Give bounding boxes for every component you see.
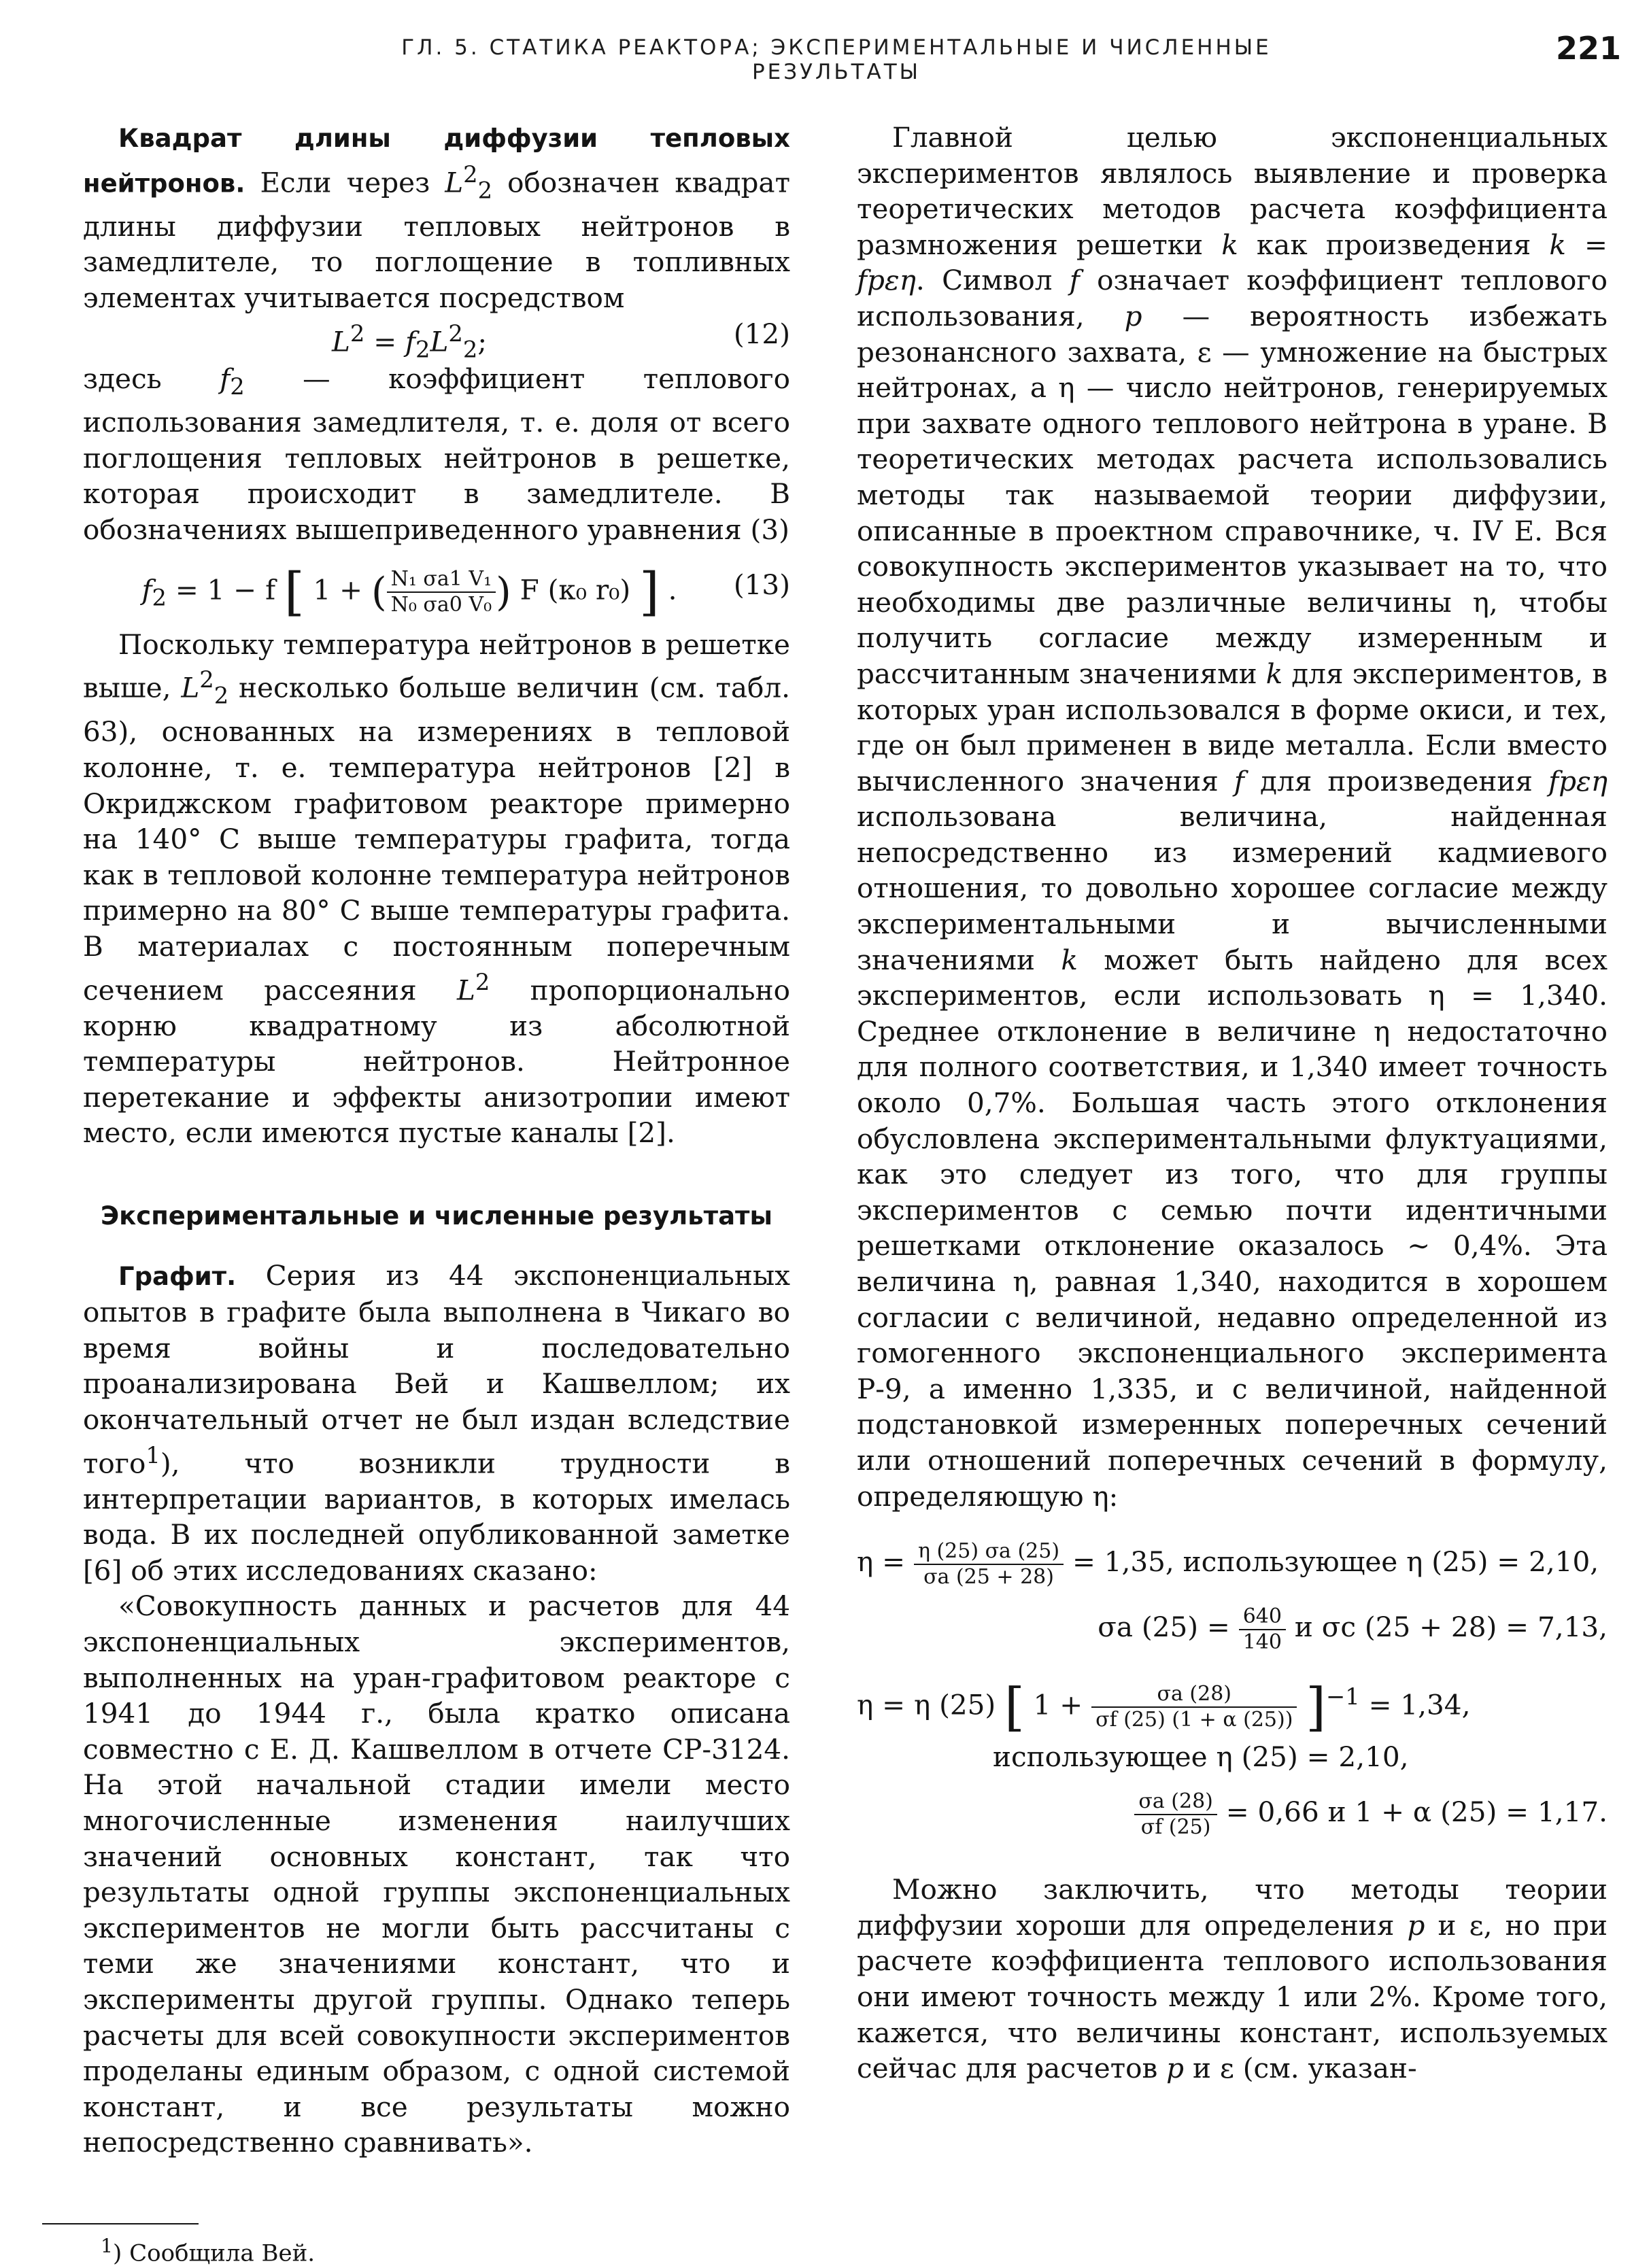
- formula-ratio: [857, 1779, 1608, 1844]
- text-run: Серия из 44 экспоненциальных опытов в графите была выполнена в Чикаго во время войны и последовательно проанализирована Вей и Кашвеллом; их окончательный отчет не был издан вследствие того: [83, 1258, 790, 1480]
- text-run: = 1 − f: [166, 573, 284, 606]
- subscript: 2: [152, 584, 167, 611]
- text-run: . Символ: [915, 264, 1070, 297]
- denominator: σa (25 + 28): [923, 1564, 1054, 1589]
- denominator: N₀ σa0 V₀: [390, 592, 492, 617]
- fraction: [1134, 1789, 1217, 1840]
- quote-paragraph: «Совокупность данных и расчетов для 44 экспоненциальных экспериментов, выполненных на уран-графитовом реакторе с 1941 до 1944 г., была кратко описана совместно с Е. Д. Кашвеллом в отчете СР-3124. На этой начальной стадии имели место многочисленные изменения наилучших значений основных констант, так что результаты одной группы экспоненциальных экспериментов не могли быть рассчитаны с теми же значениями констант, что и эксперименты другой группы. Однако теперь расчеты для всей совокупности экспериментов проделаны единым образом, с одной системой констант, и все результаты можно непосредственно сравнивать».: [83, 1590, 790, 2159]
- subscript: 2: [230, 373, 245, 400]
- symbol: k: [1221, 228, 1238, 261]
- footnote-mark: 1: [101, 2234, 114, 2257]
- text-run: Можно заключить, что методы теории диффузии хороши для определения: [857, 1873, 1608, 1942]
- formula-sigma: [857, 1594, 1608, 1660]
- paragraph-conclusion: [857, 1872, 1608, 2086]
- formula-inline: fpεη: [1548, 764, 1608, 797]
- text-run: может быть найдено для всех экспериментов, если использовать η = 1,340. Среднее отклонение в величине η недостаточно для полного соответствия, и 1,340 имеет точность около 0,7%. Большая часть этого отклонения обусловлена экспериментальными флуктуациями, как это следует из того, что для группы экспериментов с семью почти идентичными решетками отклонение оказалось ∼ 0,4%. Эта величина η, равная 1,340, находится в хорошем согласии с величиной, недавно определенной из гомогенного экспоненциального эксперимента Р-9, а именно 1,335, и с величиной, найденной подстановкой измеренных поперечных сечений или отношений поперечных сечений в формулу, определяющую η:: [857, 943, 1608, 1513]
- fraction: [914, 1539, 1064, 1590]
- text-run: ), что возникли трудности в интерпретации вариантов, в которых имелась вода. В их последней опубликованной заметке [6] об этих исследованиях сказано:: [83, 1447, 790, 1587]
- paragraph-exponential-goal: [857, 120, 1608, 1514]
- formula-block: [857, 1529, 1608, 1844]
- bracket-close: ]: [1306, 1677, 1326, 1738]
- symbol: k: [1265, 657, 1283, 690]
- text-run: означает коэффициент теплового использования,: [857, 264, 1608, 332]
- text-run: = 1,34,: [1359, 1688, 1471, 1721]
- formula-eta-alpha: [857, 1660, 1608, 1738]
- formula-using: использующее η (25) = 2,10,: [993, 1740, 1409, 1774]
- equation-number: (13): [733, 568, 790, 601]
- denominator: σf (25) (1 + α (25)): [1095, 1708, 1293, 1732]
- symbol: L: [331, 325, 350, 358]
- text-run: = 0,66 и 1 + α (25) = 1,17.: [1217, 1796, 1608, 1829]
- subscript: 2: [477, 177, 493, 204]
- text-run: .: [659, 573, 677, 606]
- equation-13: [83, 548, 790, 627]
- superscript: 2: [448, 320, 463, 347]
- symbol: p: [1124, 299, 1142, 332]
- text-run: использована величина, найденная непосредственно из измерений кадмиевого отношения, то довольно хорошее согласие между экспериментальными и вычисленными значениями: [857, 800, 1608, 976]
- fraction: [387, 567, 496, 617]
- text-run: σa (25) =: [1098, 1611, 1239, 1644]
- paragraph-f2-definition: [83, 361, 790, 548]
- formula-eta: [857, 1529, 1608, 1594]
- denominator: σf (25): [1140, 1815, 1211, 1839]
- text-run: для экспериментов, в которых уран использовался в форме окиси, и тех, где он был применен в виде металла. Если вместо вычисленного значения: [857, 657, 1608, 797]
- paragraph-heading: Квадрат длины диффузии тепловых нейтронов.: [83, 124, 790, 199]
- symbol: f: [1234, 764, 1244, 797]
- footnote-ref: 1: [146, 1441, 160, 1468]
- text-run: 1 +: [1033, 1688, 1092, 1721]
- text-run: =: [364, 325, 406, 358]
- text-run: ;: [477, 325, 488, 358]
- symbol: L: [430, 325, 449, 358]
- text-run: и σc (25 + 28) = 7,13,: [1285, 1611, 1608, 1644]
- running-header: ГЛ. 5. СТАТИКА РЕАКТОРА; ЭКСПЕРИМЕНТАЛЬНЫЕ И ЧИСЛЕННЫЕ РЕЗУЛЬТАТЫ: [401, 35, 1272, 84]
- text-run: — вероятность избежать резонансного захвата, ε — умножение на быстрых нейтронах, а η — число нейтронов, генерируемых при захвате одного теплового нейтрона в уране. В теоретических методах расчета использовались методы так называемой теории диффузии, описанные в проектном справочнике, ч. IV E. Вся совокупность экспериментов указывает на то, что необходимы две различные величины η, чтобы получить согласие между измеренным и рассчитанным значениями: [857, 299, 1608, 690]
- numerator: 640: [1239, 1604, 1286, 1630]
- symbol: p: [1407, 1908, 1425, 1942]
- text-run: здесь: [83, 362, 220, 395]
- bracket-close: ]: [639, 561, 660, 622]
- paren-close: ): [496, 568, 511, 615]
- equation-body: [83, 561, 736, 622]
- bracket-open: [: [284, 561, 305, 622]
- text-run: пропорционально корню квадратному из абсолютной температуры нейтронов. Нейтронное перетекание и эффекты анизотропии имеют место, если имеются пустые каналы [2].: [83, 974, 790, 1150]
- subscript: 2: [415, 336, 430, 363]
- text-run: Поскольку температура нейтронов в решетке выше,: [83, 628, 790, 704]
- left-column: [83, 120, 790, 2268]
- equation-number: (12): [733, 317, 790, 350]
- subscript: 2: [214, 682, 229, 709]
- text-run: η =: [857, 1545, 914, 1579]
- text-run: несколько больше величин (см. табл. 63), основанных на измерениях в тепловой колонне, т. е. температура нейтронов [2] в Окриджском графитовом реакторе примерно на 140° С выше температуры графита, тогда как в тепловой колонне температура нейтронов примерно на 80° С выше температуры графита. В материалах с постоянным поперечным сечением рассеяния: [83, 671, 790, 1007]
- numerator: σa (28): [1134, 1789, 1217, 1815]
- text-run: для произведения: [1244, 764, 1549, 797]
- text-run: обозначен квадрат длины диффузии тепловых нейтронов в замедлителе, то поглощение в топливных элементах учитывается посредством: [83, 166, 790, 314]
- text-run: и ε, но при расчете коэффициента теплового использования они имеют точность между 1 или 2%. Кроме того, кажется, что величины констант, используемых сейчас для расчетов: [857, 1908, 1608, 2085]
- numerator: N₁ σa1 V₁: [387, 567, 496, 593]
- fraction: [1091, 1682, 1297, 1732]
- symbol: L: [181, 671, 200, 704]
- subscript: 2: [462, 336, 478, 363]
- right-column: [857, 120, 1608, 2086]
- denominator: 140: [1242, 1630, 1282, 1654]
- paragraph-heading: Графит.: [118, 1261, 237, 1291]
- text-run: η = η (25): [857, 1688, 1005, 1721]
- equation-body: [83, 316, 736, 368]
- fraction: [1239, 1604, 1286, 1655]
- paren-open: (: [371, 568, 387, 615]
- paragraph-diffusion-length: [83, 120, 790, 316]
- superscript: 2: [199, 666, 214, 693]
- symbol: f: [141, 573, 152, 606]
- symbol: p: [1166, 2052, 1185, 2085]
- text-run: и ε (см. указан-: [1184, 2052, 1417, 2085]
- superscript: −1: [1325, 1683, 1360, 1711]
- footnote-rule: [42, 2223, 199, 2224]
- superscript: 2: [475, 968, 490, 995]
- numerator: η (25) σa (25): [914, 1539, 1064, 1565]
- paragraph-graphite: [83, 1258, 790, 1589]
- text-run: F (κ₀ r₀): [511, 573, 631, 606]
- symbol: f: [220, 362, 231, 395]
- formula-inline: k = fpεη: [857, 228, 1608, 297]
- page-number: 221: [1556, 30, 1622, 67]
- symbol: L: [445, 166, 464, 199]
- text-run: 1 +: [313, 573, 371, 606]
- text-run: — коэффициент теплового использования замедлителя, т. е. доля от всего поглощения тепловых нейтронов в решетке, которая происходит в замедлителе. В обозначениях вышеприведенного уравнения (3): [83, 362, 790, 547]
- text-run: = 1,35, использующее η (25) = 2,10,: [1064, 1545, 1599, 1579]
- bracket-open: [: [1004, 1677, 1025, 1738]
- text-run: как произведения: [1238, 228, 1550, 261]
- numerator: σa (28): [1091, 1682, 1297, 1708]
- superscript: 2: [350, 320, 365, 347]
- footnote: [101, 2231, 790, 2268]
- symbol: L: [456, 974, 475, 1007]
- symbol: f: [1069, 264, 1080, 297]
- text-run: Если через: [260, 166, 445, 199]
- equation-12: [83, 316, 790, 361]
- text-run: ) Сообщила Вей.: [113, 2239, 316, 2267]
- symbol: k: [1061, 943, 1078, 976]
- symbol: f: [405, 325, 416, 358]
- text-run: Главной целью экспоненциальных экспериментов являлось выявление и проверка теоретических методов расчета коэффициента размножения решетки: [857, 121, 1608, 261]
- paragraph-temperature: [83, 627, 790, 1151]
- section-title: Экспериментальные и численные результаты: [101, 1201, 772, 1231]
- superscript: 2: [463, 160, 478, 188]
